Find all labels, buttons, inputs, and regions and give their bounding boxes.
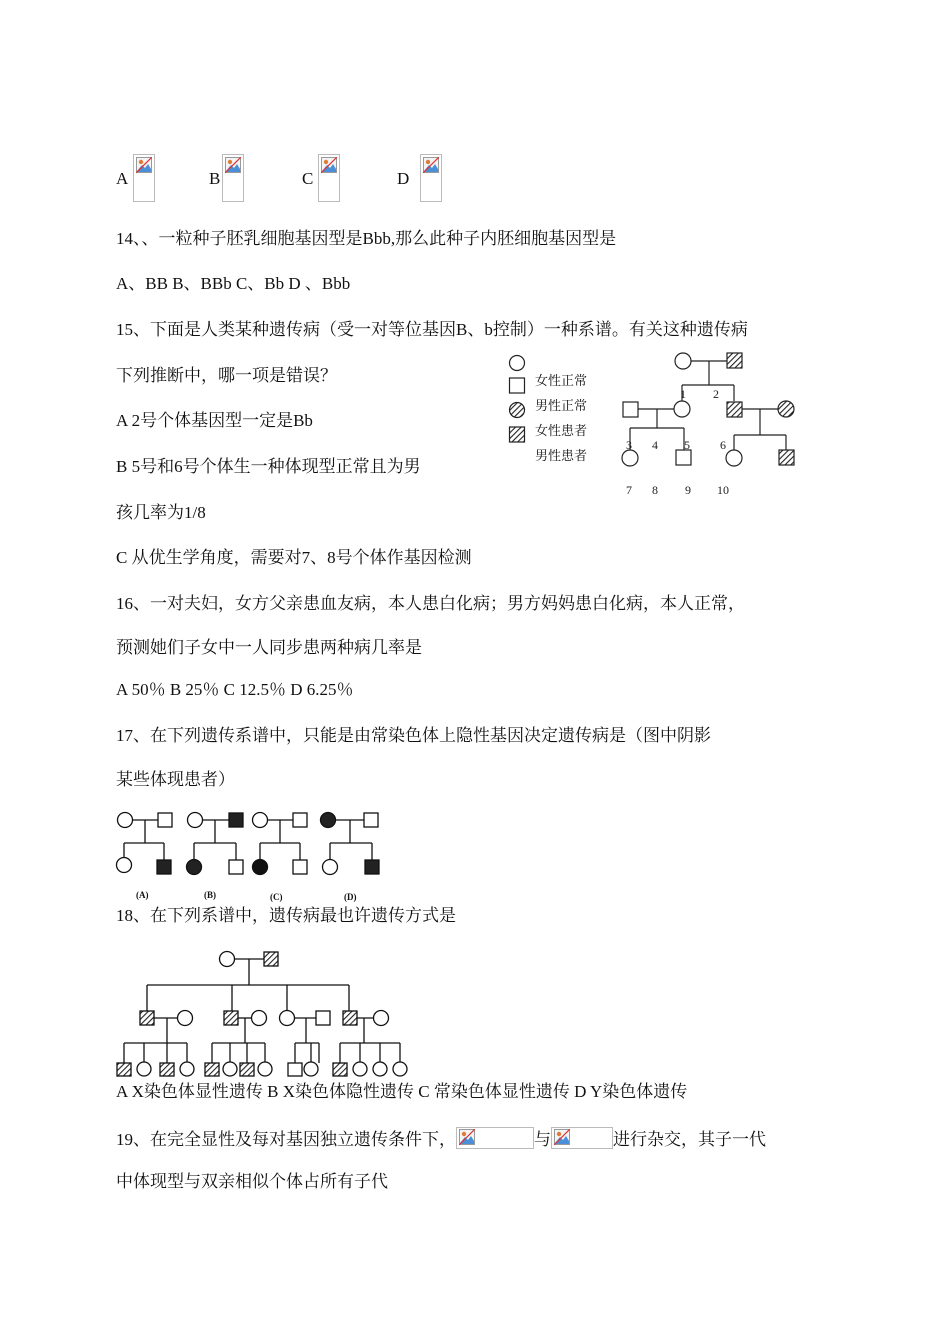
- option-c-image: [318, 154, 340, 202]
- q17-d-father: [364, 813, 378, 827]
- q17-a-daughter: [117, 858, 132, 873]
- q18-gen3-12: [353, 1062, 367, 1076]
- q18-gen3-13: [373, 1062, 387, 1076]
- q17-pedigree-options: [112, 808, 387, 904]
- q18-gen3-5: [205, 1063, 219, 1076]
- legend-male-normal-icon: [510, 378, 525, 393]
- q18-gen2-female-3: [280, 1011, 295, 1026]
- pedigree-number-2: 2: [713, 387, 719, 401]
- pedigree-number-7: 7: [626, 483, 632, 497]
- q17-label-d: (D): [344, 892, 357, 902]
- option-c-label: C: [302, 169, 314, 188]
- q15-legend-symbols: [505, 352, 535, 447]
- q18-gen3-1: [117, 1063, 131, 1076]
- broken-image-icon: [423, 157, 439, 173]
- pedigree-member-3: [623, 402, 638, 417]
- q19-stem-line1: [116, 1127, 766, 1151]
- pedigree-number-8: 8: [652, 483, 658, 497]
- q15-option-b-line1: B 5号和6号个体生一种体现型正常且为男: [116, 457, 421, 476]
- pedigree-member-1: [675, 353, 691, 369]
- legend-label-4: 男性患者: [535, 448, 588, 463]
- q18-gen3-9: [288, 1063, 302, 1076]
- q15-stem-line1: 15、下面是人类某种遗传病（受一对等位基因B、b控制）一种系谱。有关这种遗传病: [116, 320, 748, 339]
- pedigree-member-7: [622, 450, 638, 466]
- pedigree-number-6: 6: [720, 438, 726, 452]
- q16-stem-line2: 预测她们子女中一人同步患两种病几率是: [116, 638, 422, 657]
- q19-genotype-image-2: [551, 1127, 613, 1149]
- q17-label-a: (A): [136, 890, 149, 900]
- q17-a-son: [157, 860, 171, 874]
- pedigree-member-6: [778, 401, 794, 417]
- q19-stem-part-c: 进行杂交，其子一代: [613, 1130, 766, 1149]
- q18-gen3-3: [160, 1063, 174, 1076]
- pedigree-member-8: [676, 450, 691, 465]
- q16-options: A 50％ B 25％ C 12.5％ D 6.25％: [116, 680, 354, 699]
- q15-pedigree-chart: [610, 345, 820, 505]
- option-d-label: D: [397, 169, 410, 188]
- legend-male-affected-icon: [510, 427, 525, 442]
- q18-pedigree-chart: [112, 945, 412, 1080]
- q19-stem-part-b: 与: [534, 1130, 551, 1149]
- pedigree-number-1: 1: [680, 387, 686, 401]
- q15-option-a: A 2号个体基因型一定是Bb: [116, 411, 313, 430]
- q17-a-mother: [118, 813, 133, 828]
- pedigree-member-4: [674, 401, 690, 417]
- q15-option-c: C 从优生学角度，需要对7、8号个体作基因检测: [116, 548, 472, 567]
- q19-stem-part-a: 19、在完全显性及每对基因独立遗传条件下，: [116, 1130, 456, 1149]
- option-a-image: [133, 154, 155, 202]
- pedigree-number-3: 3: [626, 438, 632, 452]
- pedigree-member-10: [779, 450, 794, 465]
- pedigree-member-9: [726, 450, 742, 466]
- q17-b-father: [229, 813, 243, 827]
- q17-c-daughter: [253, 860, 268, 875]
- q18-gen3-8: [258, 1062, 272, 1076]
- pedigree-number-9: 9: [685, 483, 691, 497]
- q18-gen2-male-4: [343, 1011, 357, 1025]
- pedigree-member-2: [727, 353, 742, 368]
- broken-image-icon: [321, 157, 337, 173]
- q17-label-c: (C): [270, 892, 283, 902]
- q18-gen2-spouse-3: [316, 1011, 330, 1025]
- broken-image-icon: [554, 1129, 570, 1145]
- option-a-label: A: [116, 169, 129, 188]
- q14-options: A、BB B、BBb C、Bb D 、Bbb: [116, 274, 351, 293]
- q19-genotype-image-1: [456, 1127, 534, 1149]
- q18-gen3-4: [180, 1062, 194, 1076]
- q17-stem-line2: 某些体现患者）: [116, 770, 235, 789]
- pedigree-member-5: [727, 402, 742, 417]
- q16-stem-line1: 16、一对夫妇，女方父亲患血友病，本人患白化病；男方妈妈患白化病，本人正常，: [116, 594, 745, 613]
- pedigree-number-5: 5: [684, 438, 690, 452]
- q18-options: A X染色体显性遗传 B X染色体隐性遗传 C 常染色体显性遗传 D Y染色体遗传: [116, 1082, 688, 1101]
- q18-gen2-male-2: [224, 1011, 238, 1025]
- q18-gen2-spouse-2: [252, 1011, 267, 1026]
- pedigree-number-10: 10: [717, 483, 729, 497]
- q17-stem-line1: 17、在下列遗传系谱中，只能是由常染色体上隐性基因决定遗传病是（图中阴影: [116, 726, 711, 745]
- q18-gen3-10: [304, 1062, 318, 1076]
- broken-image-icon: [459, 1129, 475, 1145]
- legend-label-2: 男性正常: [535, 398, 588, 413]
- q17-d-daughter: [323, 860, 338, 875]
- q17-d-mother: [321, 813, 336, 828]
- broken-image-icon: [225, 157, 241, 173]
- q17-b-son: [229, 860, 243, 874]
- q17-c-son: [293, 860, 307, 874]
- legend-label-1: 女性正常: [535, 373, 588, 388]
- q19-stem-line2: 中体现型与双亲相似个体占所有子代: [116, 1172, 388, 1191]
- q18-gen3-11: [333, 1063, 347, 1076]
- q18-gen3-7: [240, 1063, 254, 1076]
- q18-gen1-female: [220, 952, 235, 967]
- q14-stem: 14、、一粒种子胚乳细胞基因型是Bbb,那么此种子内胚细胞基因型是: [116, 229, 617, 248]
- q17-c-mother: [253, 813, 268, 828]
- q18-gen2-spouse-4: [374, 1011, 389, 1026]
- legend-label-3: 女性患者: [535, 423, 588, 438]
- q18-gen2-male-1: [140, 1011, 154, 1025]
- option-b-label: B: [209, 169, 221, 188]
- q15-stem-line2: 下列推断中，哪一项是错误？: [116, 366, 337, 385]
- legend-female-affected-icon: [510, 403, 525, 418]
- q18-stem: 18、在下列系谱中，遗传病最也许遗传方式是: [116, 906, 456, 925]
- q15-option-b-line2: 孩几率为1/8: [116, 503, 206, 522]
- option-d-image: [420, 154, 442, 202]
- q17-label-b: (B): [204, 890, 216, 900]
- q17-a-father: [158, 813, 172, 827]
- q17-b-mother: [188, 813, 203, 828]
- broken-image-icon: [136, 157, 152, 173]
- pedigree-number-4: 4: [652, 438, 658, 452]
- option-b-image: [222, 154, 244, 202]
- q17-b-daughter: [187, 860, 202, 875]
- q17-d-son: [365, 860, 379, 874]
- q17-c-father: [293, 813, 307, 827]
- q18-gen3-6: [223, 1062, 237, 1076]
- legend-female-normal-icon: [510, 356, 525, 371]
- q18-gen3-14: [393, 1062, 407, 1076]
- q18-gen1-male: [264, 952, 278, 966]
- q18-gen2-spouse-1: [178, 1011, 193, 1026]
- q18-gen3-2: [137, 1062, 151, 1076]
